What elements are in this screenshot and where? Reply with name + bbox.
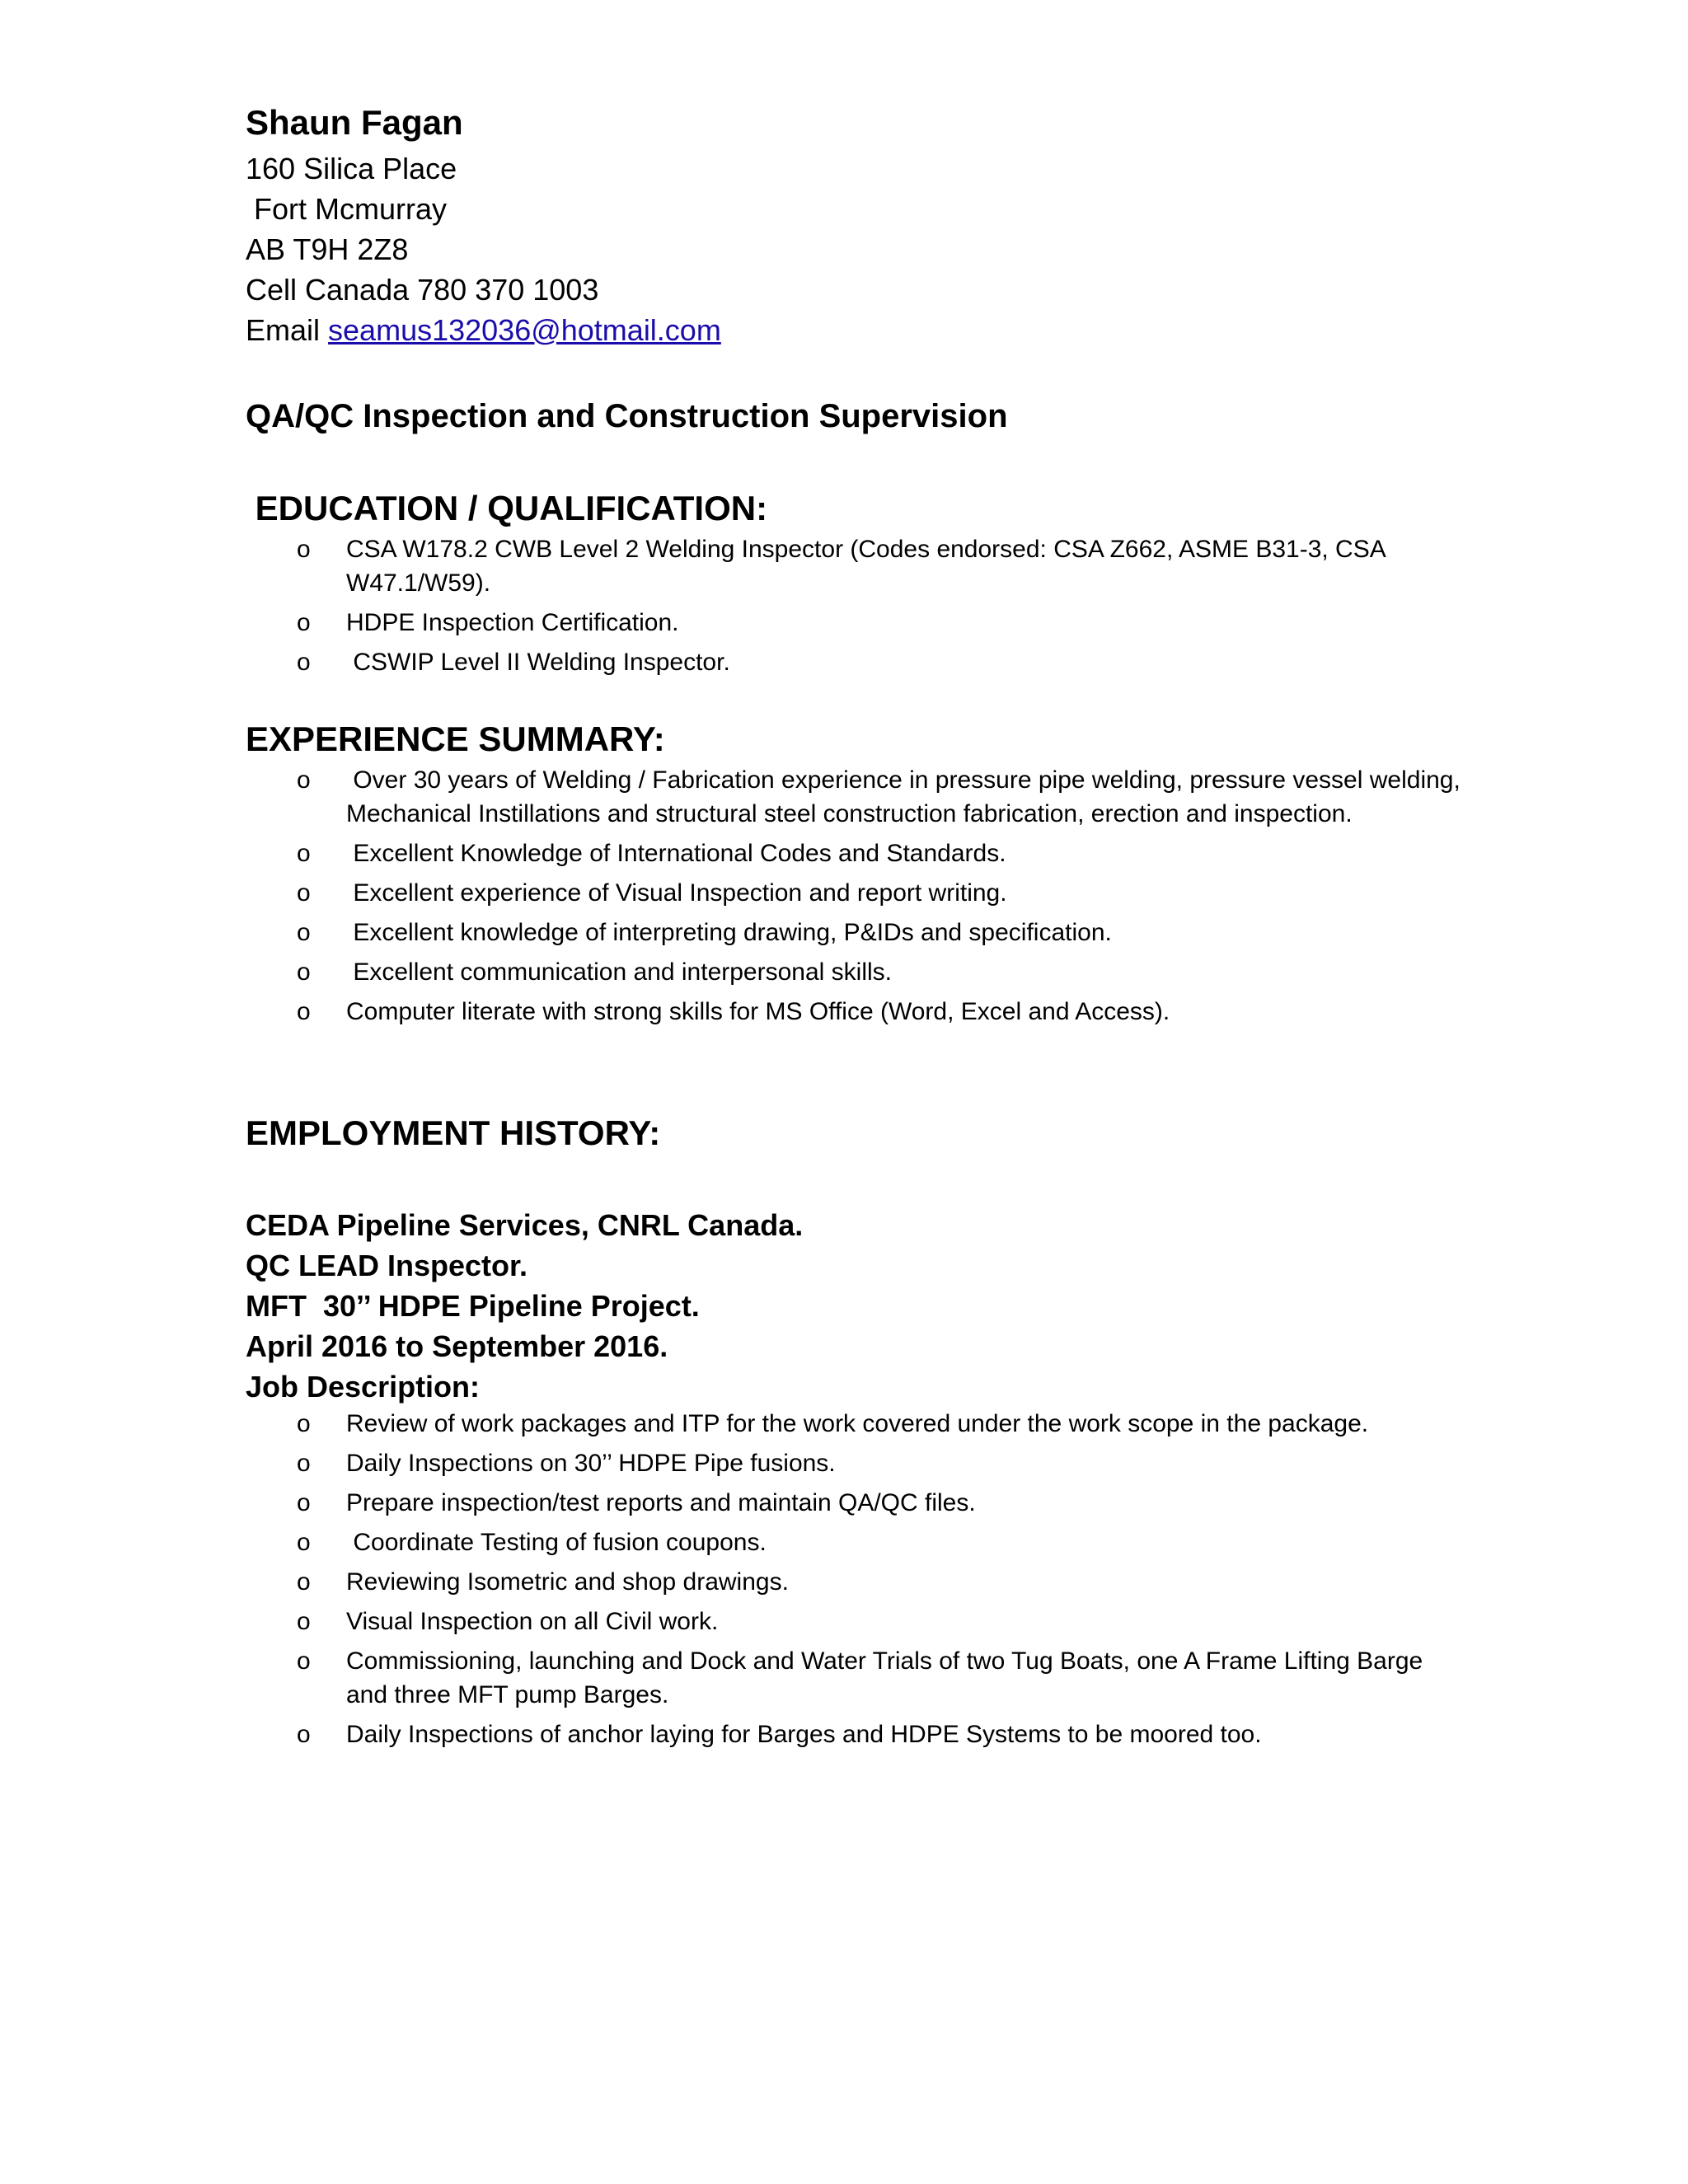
list-item-text: Review of work packages and ITP for the work covered under the work scope in the package. bbox=[346, 1410, 1369, 1437]
education-section bbox=[246, 485, 1482, 679]
job-description-label: Job Description: bbox=[246, 1370, 481, 1404]
list-item-text: HDPE Inspection Certification. bbox=[346, 609, 679, 636]
list-item bbox=[246, 1565, 1465, 1599]
list-item-text: Excellent knowledge of interpreting drawing, P&IDs and specification. bbox=[346, 919, 1112, 946]
professional-headline: QA/QC Inspection and Construction Supervision bbox=[246, 398, 1008, 434]
list-item bbox=[246, 1605, 1465, 1638]
list-item-text: Over 30 years of Welding / Fabrication experience in pressure pipe welding, pressure vessel welding, Mechanical Instillations and structural steel construction fabrication, erection and inspection. bbox=[346, 766, 1468, 827]
job-dates: April 2016 to September 2016. bbox=[246, 1329, 668, 1363]
address-street: 160 Silica Place bbox=[246, 152, 457, 185]
list-item bbox=[246, 955, 1465, 989]
email-link[interactable]: seamus132036@hotmail.com bbox=[328, 313, 721, 347]
list-item bbox=[246, 645, 1465, 679]
list-item-text: Daily Inspections of anchor laying for Barges and HDPE Systems to be moored too. bbox=[346, 1721, 1262, 1748]
bullet-marker: o bbox=[297, 1608, 311, 1635]
bullet-marker: o bbox=[297, 1529, 311, 1556]
bullet-marker: o bbox=[297, 998, 311, 1025]
employment-heading: EMPLOYMENT HISTORY: bbox=[246, 1113, 661, 1152]
employment-section bbox=[246, 1109, 1482, 1751]
list-item-text: Daily Inspections on 30’’ HDPE Pipe fusions. bbox=[346, 1450, 836, 1477]
list-item-text: Reviewing Isometric and shop drawings. bbox=[346, 1568, 789, 1596]
list-item bbox=[246, 1526, 1465, 1559]
job-company: CEDA Pipeline Services, CNRL Canada. bbox=[246, 1208, 804, 1242]
education-heading: EDUCATION / QUALIFICATION: bbox=[246, 489, 768, 527]
list-item-text: CSA W178.2 CWB Level 2 Welding Inspector (Codes endorsed: CSA Z662, ASME B31-3, CSA W47.1/W59). bbox=[346, 536, 1392, 597]
list-item-text: Commissioning, launching and Dock and Water Trials of two Tug Boats, one A Frame Lifting Barge and three MFT pump Barges. bbox=[346, 1647, 1430, 1708]
list-item bbox=[246, 837, 1465, 870]
bullet-marker: o bbox=[297, 1410, 311, 1437]
bullet-marker: o bbox=[297, 609, 311, 636]
address-city: Fort Mcmurray bbox=[246, 192, 448, 226]
experience-list bbox=[246, 763, 1482, 1029]
email-label: Email bbox=[246, 313, 329, 347]
candidate-name: Shaun Fagan bbox=[246, 103, 463, 142]
list-item-text: Excellent communication and interpersonal skills. bbox=[346, 958, 892, 986]
list-item bbox=[246, 876, 1465, 910]
phone-number: Cell Canada 780 370 1003 bbox=[246, 273, 599, 307]
list-item-text: Visual Inspection on all Civil work. bbox=[346, 1608, 719, 1635]
job-project: MFT 30’’ HDPE Pipeline Project. bbox=[246, 1289, 700, 1323]
address-province-postal: AB T9H 2Z8 bbox=[246, 232, 409, 266]
list-item-text: CSWIP Level II Welding Inspector. bbox=[346, 649, 730, 676]
bullet-marker: o bbox=[297, 1721, 311, 1748]
list-item-text: Excellent Knowledge of International Codes and Standards. bbox=[346, 840, 1006, 867]
email-line bbox=[246, 310, 1482, 350]
list-item bbox=[246, 1718, 1465, 1751]
list-item bbox=[246, 1486, 1465, 1520]
list-item bbox=[246, 995, 1465, 1029]
list-item-text: Computer literate with strong skills for MS Office (Word, Excel and Access). bbox=[346, 998, 1170, 1025]
education-list bbox=[246, 532, 1482, 679]
job-entry bbox=[246, 1205, 1482, 1751]
list-item bbox=[246, 1446, 1465, 1480]
job-duties-list bbox=[246, 1407, 1482, 1751]
bullet-marker: o bbox=[297, 1450, 311, 1477]
experience-heading: EXPERIENCE SUMMARY: bbox=[246, 719, 665, 758]
list-item bbox=[246, 532, 1465, 600]
list-item-text: Coordinate Testing of fusion coupons. bbox=[346, 1529, 767, 1556]
bullet-marker: o bbox=[297, 536, 311, 563]
resume-content bbox=[246, 97, 1482, 1757]
list-item bbox=[246, 916, 1465, 949]
bullet-marker: o bbox=[297, 766, 311, 794]
bullet-marker: o bbox=[297, 1568, 311, 1596]
list-item bbox=[246, 606, 1465, 640]
list-item bbox=[246, 763, 1468, 831]
list-item-text: Excellent experience of Visual Inspection and report writing. bbox=[346, 879, 1007, 907]
list-item-text: Prepare inspection/test reports and maintain QA/QC files. bbox=[346, 1489, 976, 1516]
bullet-marker: o bbox=[297, 649, 311, 676]
list-item bbox=[246, 1644, 1465, 1712]
bullet-marker: o bbox=[297, 1489, 311, 1516]
bullet-marker: o bbox=[297, 1647, 311, 1675]
job-title: QC LEAD Inspector. bbox=[246, 1249, 528, 1282]
bullet-marker: o bbox=[297, 879, 311, 907]
experience-section bbox=[246, 715, 1482, 1029]
bullet-marker: o bbox=[297, 919, 311, 946]
bullet-marker: o bbox=[297, 958, 311, 986]
contact-header bbox=[246, 97, 1482, 350]
bullet-marker: o bbox=[297, 840, 311, 867]
list-item bbox=[246, 1407, 1465, 1441]
